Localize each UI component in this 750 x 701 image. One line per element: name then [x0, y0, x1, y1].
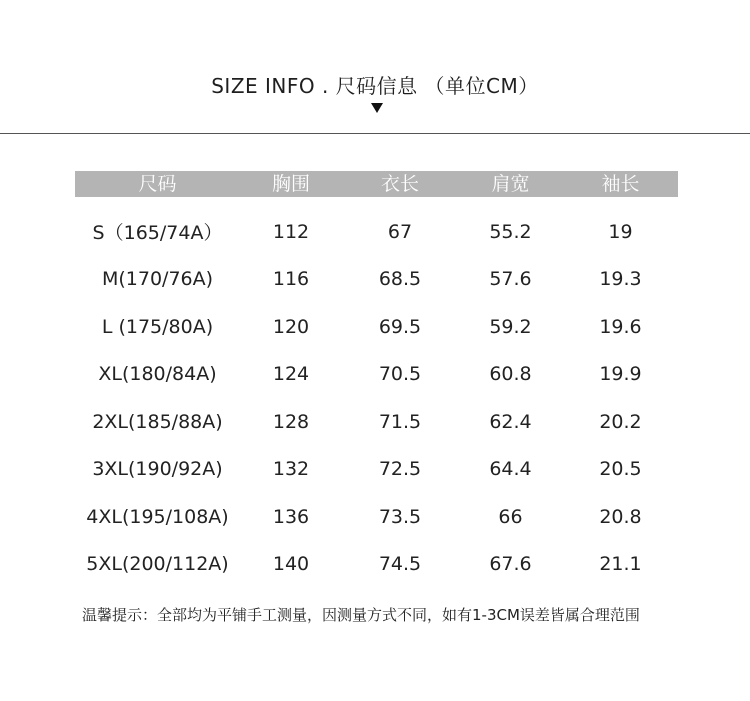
- header-sleeve: 袖长: [601, 173, 640, 195]
- cell-sleeve: 20.2: [599, 410, 642, 433]
- down-arrow-icon: [371, 103, 383, 113]
- table-row: [75, 256, 678, 304]
- table-body: [75, 208, 678, 588]
- table-row: [75, 303, 678, 351]
- cell-size: 3XL(190/92A): [92, 458, 223, 481]
- table-row: [75, 541, 678, 589]
- cell-sleeve: 21.1: [599, 553, 642, 576]
- cell-sleeve: 20.5: [599, 458, 642, 481]
- cell-sleeve: 19.3: [599, 268, 642, 291]
- cell-size: XL(180/84A): [98, 363, 217, 386]
- cell-sleeve: 19: [608, 220, 633, 243]
- table-row: [75, 398, 678, 446]
- cell-length: 69.5: [378, 315, 422, 338]
- cell-chest: 112: [272, 220, 310, 243]
- cell-shoulder: 57.6: [489, 268, 532, 291]
- size-table: [75, 171, 678, 588]
- table-row: [75, 493, 678, 541]
- cell-chest: 116: [272, 268, 310, 291]
- cell-length: 70.5: [378, 363, 422, 386]
- cell-shoulder: 59.2: [489, 315, 532, 338]
- header-length: 衣长: [380, 173, 419, 195]
- cell-length: 72.5: [378, 458, 422, 481]
- cell-shoulder: 66: [498, 505, 523, 528]
- cell-shoulder: 60.8: [489, 363, 532, 386]
- cell-shoulder: 67.6: [489, 553, 532, 576]
- cell-length: 67: [387, 220, 413, 243]
- cell-shoulder: 64.4: [489, 458, 532, 481]
- cell-sleeve: 20.8: [599, 505, 642, 528]
- cell-length: 73.5: [378, 505, 422, 528]
- cell-length: 71.5: [378, 410, 422, 433]
- cell-length: 74.5: [378, 553, 422, 576]
- cell-chest: 128: [272, 410, 310, 433]
- cell-chest: 120: [272, 315, 310, 338]
- cell-chest: 124: [272, 363, 310, 386]
- cell-size: L (175/80A): [101, 315, 214, 338]
- cell-size: M(170/76A): [101, 268, 214, 291]
- table-row: [75, 351, 678, 399]
- header-shoulder: 肩宽: [491, 173, 530, 195]
- cell-size: 5XL(200/112A): [86, 553, 229, 576]
- page-title: SIZE INFO . 尺码信息 （单位CM）: [211, 74, 539, 98]
- cell-size: S（165/74A）: [92, 222, 223, 245]
- header-chest: 胸围: [271, 173, 310, 195]
- cell-chest: 136: [272, 505, 310, 528]
- cell-length: 68.5: [378, 268, 422, 291]
- table-row: [75, 208, 678, 256]
- table-row: [75, 446, 678, 494]
- cell-sleeve: 19.6: [599, 315, 642, 338]
- cell-chest: 132: [272, 458, 310, 481]
- cell-shoulder: 55.2: [489, 220, 532, 243]
- divider: [0, 133, 750, 134]
- header-size: 尺码: [138, 173, 177, 195]
- table-header: [75, 171, 678, 197]
- cell-size: 4XL(195/108A): [86, 505, 229, 528]
- cell-sleeve: 19.9: [599, 363, 642, 386]
- cell-shoulder: 62.4: [489, 410, 532, 433]
- measurement-note: 温馨提示：全部均为平铺手工测量，因测量方式不同，如有1-3CM误差皆属合理范围: [82, 606, 640, 624]
- cell-chest: 140: [272, 553, 310, 576]
- cell-size: 2XL(185/88A): [92, 410, 223, 433]
